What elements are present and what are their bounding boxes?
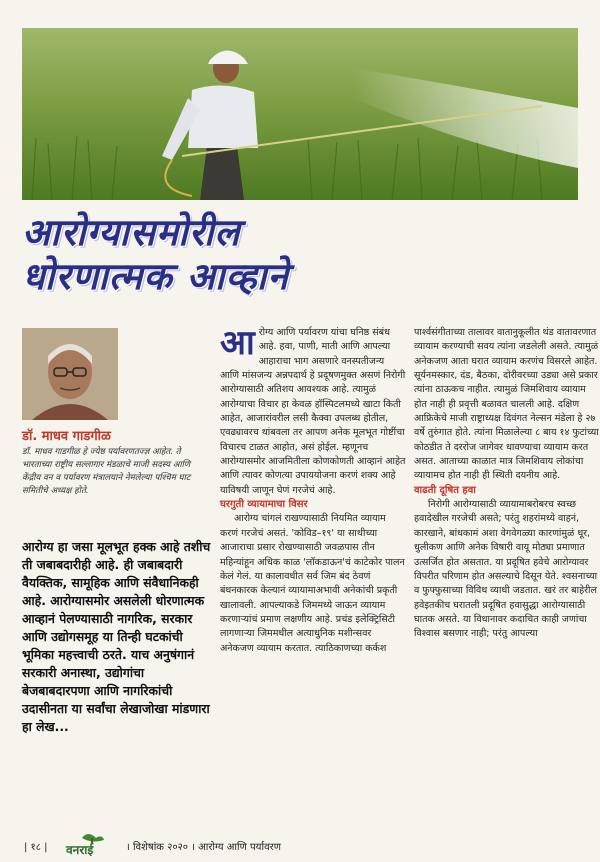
article-headline (22, 210, 352, 298)
header-photo (22, 28, 578, 200)
page-number: | १८ | (24, 842, 48, 853)
drop-cap: आ (220, 323, 255, 363)
farmer-spraying-crops-photo (22, 28, 578, 200)
subhead-polluted-air: वाढती दूषित हवा (414, 484, 476, 496)
column-1-paragraph-1-text: रोग्य आणि पर्यावरण यांचा घनिष्ठ संबंध आहे. हवा, पाणी, माती आणि आपल्या आहाराचा भाग असणारे वनस्पतीजन्य आणि मांसजन्य अन्नपदार्थ हे प्रदूषणमुक्त असणं निरोगी आरोग्यासाठी अतिशय आवश्यक आहे. त्यामुळं आरोग्याचा विचार हा केवळ हॉस्पिटलमध्ये खाटा किती आहेत, आजारांवरील लसी कैक्वा उपलब्ध होतील, एवढ्यावरच थांबवला तर आपण अनेक मूलभूत गोष्टींचा विचारच टाळत आहोत, असं होईल. म्हणूनच आरोग्यासमोर आजमितीला कोणकोणती आव्हानं आहेत आणि त्यावर कोणत्या उपाययोजना करणं शक्य आहे याविषयी जाणून घेणं गरजेचं आहे. (220, 327, 406, 496)
article-column-2 (414, 326, 600, 642)
column-1-paragraph-2: आरोग्य चांगलं राखण्यासाठी नियमित व्यायाम करणं गरजेचं असतं. 'कोविड–१९' या साथीच्या आजाराचा प्रसार रोखण्यासाठी जवळपास तीन महिन्यांहून अधिक काळ 'लॉकडाऊन'चं काटेकोर पालन केलं गेलं. या कालावधीत सर्व जिम बंद ठेवणं बंधनकारक केल्यानं व्यायामाअभावी अनेकांची प्रकृती खालावली. आपल्याकडे जिममध्ये जाऊन व्यायाम करणाऱ्यांचं प्रमाण लक्षणीय आहे. प्रचंड इलेक्ट्रिसिटी लागणाऱ्या जिममधील अत्याधुनिक मशीन्सवर अनेकजण व्यायाम करतात. त्याठिकाणच्या कर्कश (220, 513, 405, 654)
author-portrait (22, 328, 118, 420)
article-column-1 (220, 323, 406, 656)
issue-info: । विशेषांक २०२० । आरोग्य आणि पर्यावरण (126, 842, 281, 853)
headline-line-1: आरोग्यासमोरील (22, 210, 241, 254)
page-footer (22, 832, 578, 856)
headline-line-2: धोरणात्मक आव्हाने (22, 254, 289, 298)
magazine-logo-text: वनराई (66, 843, 94, 857)
column-2-paragraph-1: पार्श्वसंगीताच्या तालावर वातानुकूलीत थंड वातावरणात व्यायाम करण्याची सवय त्यांना जडलेली असते. त्यामुळं अनेकजण आता घरात व्यायाम करणंच विसरले आहेत. सूर्यनमस्कार, दंड, बैठका, दोरीवरच्या उड्या असे प्रकार त्यांना ठाऊकच नाहीत. त्यामुळं जिमशिवाय व्यायाम होत नाही ही प्रवृत्ती बळावत चालली आहे. दक्षिण आफ्रिकेचे माजी राष्ट्राध्यक्ष दिवंगत नेल्सन मंडेला हे २७ वर्षे तुरुंगात होते. त्यांना मिळालेल्या ८ बाय १४ फुटांच्या कोठडीत ते दररोज जागेवर धावण्याचा व्यायाम करत असत. आताच्या काळात मात्र जिमशिवाय लोकांचा व्यायामच होत नाही ही स्थिती दयनीय आहे. (414, 327, 599, 482)
author-name: डॉ. माधव गाडगीळ (22, 429, 111, 444)
pull-quote: आरोग्य हा जसा मूलभूत हक्क आहे तशीच ती जबाबदारीही आहे. ही जबाबदारी वैयक्तिक, सामूहिक आणि संवैधानिकही आहे. आरोग्यासमोर असलेली धोरणात्मक आव्हानं पेलण्यासाठी नागरिक, सरकार आणि उद्योगसमूह या तिन्ही घटकांची भूमिका महत्त्वाची ठरते. याच अनुषंगानं सरकारी अनास्था, उद्योगांचा बेजबाबदारपणा आणि नागरिकांची उदासीनता या सर्वांचा लेखाजोखा मांडणारा हा लेख... (22, 539, 211, 734)
subhead-home-exercise: घरगुती व्यायामाचा विसर (220, 499, 308, 511)
author-bio: डॉ. माधव गाडगीळ हे ज्येष्ठ पर्यावरणतज्ज्ञ आहेत. ते भारताच्या राष्ट्रीय सल्लागार मंडळाचे माजी सदस्य आणि केंद्रीय वन व पर्यावरण मंत्रालयाने नेमलेल्या पश्चिम घाट समितीचे अध्यक्ष होते. (22, 447, 191, 496)
column-1-paragraph-1 (220, 323, 406, 498)
author-portrait-icon (22, 328, 118, 420)
column-2-paragraph-2: निरोगी आरोग्यासाठी व्यायामाबरोबरच स्वच्छ हवादेखील गरजेची असते; परंतु शहरांमध्ये वाहनं, कारखाने, बांधकामं अशा वेगवेगळ्या कारणांमुळं धूर, धुलीकण आणि अनेक विषारी वायू मोठ्या प्रमाणात उत्सर्जित होत असतात. या प्रदूषित हवेचे आरोग्यावर विपरीत परिणाम होत असल्याचे दिसून येते. श्वसनाच्या व फुफ्फुसाच्या विविध व्याधी जडतात. खरं तर बाहेरील हवेइतकीच घरातली प्रदूषित हवासुद्धा आरोग्यासाठी घातक असते. या विधानावर कदाचित काही जणांचा विश्वास बसणार नाही; परंतु आपल्या (414, 499, 598, 640)
